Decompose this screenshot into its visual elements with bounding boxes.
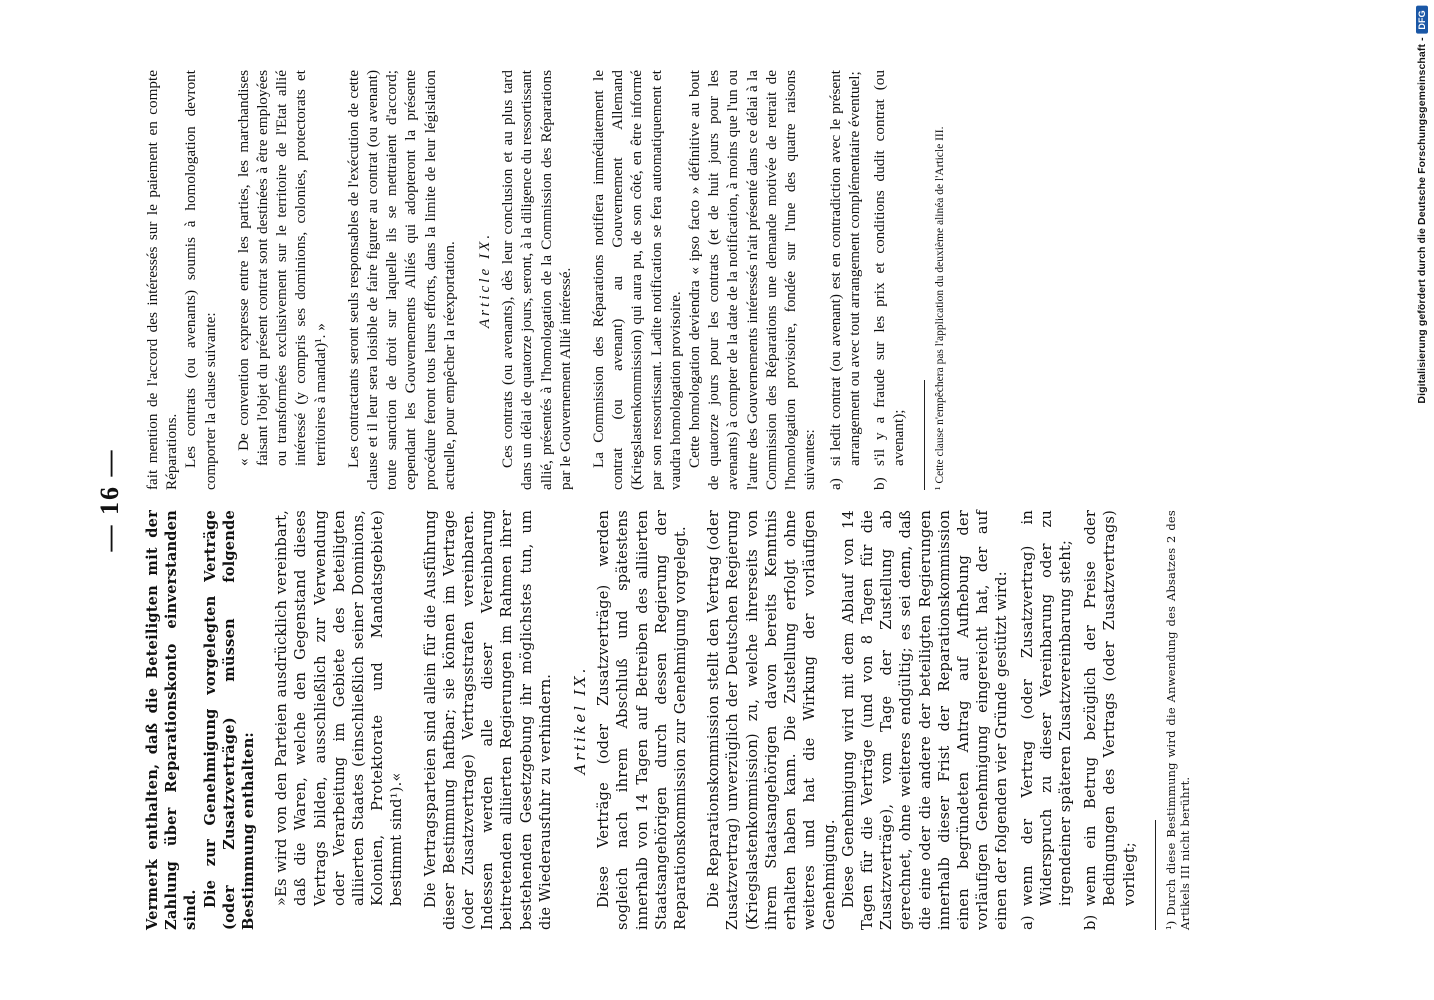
german-quote-clause: »Es wird von den Parteien ausdrücklich vereinbart, daß die Waren, welche den Gegenstand dieses Vertrags bilden, ausschließlich zur Verwendung oder Verarbeitung im Gebiete des beteiligten alliierten Staates (einschließlich seiner Dominions, Kolonien, Protektorate und Mandatsgebiete) bestimmt sind¹).« bbox=[273, 510, 406, 906]
french-paragraph: Cette homologation deviendra « ipso facto » définitive au bout de quatorze jours pour les contrats (et de huit jours pour les avenants) à compter de la date de la notification, à moins que l'un ou l'autre des Gouvernements intéressés n'ait présenté dans ce délai à la Commission des Réparations une demande motivée de retrait de l'homologation provisoire, fondée sur l'une des quatre raisons suivantes: bbox=[686, 70, 819, 490]
french-column bbox=[143, 70, 947, 490]
digitisation-credit bbox=[1416, 6, 1428, 404]
page-number: — 16 — bbox=[95, 448, 124, 552]
french-article-heading: Article IX. bbox=[476, 231, 494, 329]
german-paragraph: Die Reparationskommission stellt den Vertrag (oder Zusatzvertrag) unverzüglich der Deutschen Regierung (Kriegslastenkommission) zu, welche ihrerseits von ihrem Staatsangehörigen davon bereits Kenntnis erhalten haben kann. Die Zustellung erfolgt ohne weiteres und hat die Wirkung der vorläufigen Genehmigung. bbox=[705, 510, 838, 930]
french-paragraph: Ces contrats (ou avenants), dès leur conclusion et au plus tard dans un délai de quatorze jours, seront, à la diligence du ressortissant allié, présentés à l'homologation de la Commission des Réparations par le Gouvernement Allié intéressé. bbox=[499, 70, 574, 490]
french-list-item bbox=[826, 70, 864, 490]
list-marker: a) bbox=[826, 478, 844, 490]
german-list-item bbox=[1081, 510, 1139, 930]
german-paragraph: Die Vertragsparteien sind allein für die Ausführung dieser Bestimmung haftbar; sie können im Vertrage (oder Zusatzvertrage) Vertragsstrafen vereinbaren. Indessen werden alle dieser Vereinbarung beitretenden alliierten Regierungen im Rahmen ihrer bestehenden Gesetzgebung ihr möglichstes tun, um die Wiederausfuhr zu verhindern. bbox=[421, 510, 554, 930]
document-sheet bbox=[95, 70, 1315, 930]
french-footnote: ¹ Cette clause n'empêchera pas l'application du deuxième alinéa de l'Article III. bbox=[934, 126, 947, 490]
german-article-heading: Artikel IX. bbox=[572, 665, 590, 775]
list-text: si ledit contrat (ou avenant) est en contradiction avec le présent arrangement ou avec tout arrangement complémentaire éventuel; bbox=[826, 70, 863, 466]
german-paragraph: Diese Verträge (oder Zusatzverträge) werden sogleich nach ihrem Abschluß und spätestens innerhalb von 14 Tagen auf Betreiben des alliierten Staatsangehörigen durch dessen Regierung der Reparationskommission zur Genehmigung vorgelegt. bbox=[595, 510, 690, 930]
french-quote-clause: « De convention expresse entre les parties, les marchandises faisant l'objet du présent contrat sont destinées à être employées ou transformées exclusivement sur le territoire de l'Etat allié intéressé (y compris ses dominions, colonies, protectorats et territoires à mandat)¹. » bbox=[234, 70, 329, 466]
list-marker: a) bbox=[1018, 915, 1036, 930]
footnote-divider bbox=[1155, 820, 1156, 930]
german-footnote: ¹) Durch diese Bestimmung wird die Anwendung des Absatzes 2 des Artikels III nicht berührt. bbox=[1163, 510, 1192, 930]
german-paragraph: Vermerk enthalten, daß die Beteiligten mit der Zahlung über Reparationskonto einverstanden sind. bbox=[144, 510, 200, 930]
list-marker: b) bbox=[870, 477, 888, 490]
footnote-divider bbox=[924, 380, 925, 490]
french-paragraph: Les contrats (ou avenants) soumis à homologation devront comporter la clause suivante: bbox=[182, 70, 219, 490]
german-column bbox=[143, 510, 1192, 930]
german-paragraph: Diese Genehmigung wird mit dem Ablauf von 14 Tagen für die Verträge (und von 8 Tagen für die Zusatzverträge), vom Tage der Zustellung ab gerechnet, ohne weiteres endgültig; es sei denn, daß die eine oder die andere der beteiligten Regierungen innerhalb dieser Frist der Reparationskommission einen begründeten Antrag auf Aufhebung der vorläufigen Genehmigung eingereicht hat, der auf einen der folgenden vier Gründe gestützt wird: bbox=[839, 510, 1011, 930]
credit-text: Digitalisierung gefördert durch die Deutsche Forschungsgemeinschaft - bbox=[1416, 37, 1428, 404]
dfg-logo-badge: DFG bbox=[1416, 6, 1428, 33]
french-list-item bbox=[870, 70, 908, 490]
list-text: wenn ein Betrug bezüglich der Preise oder Bedingungen des Vertrags (oder Zusatzvertrags) vorliegt; bbox=[1082, 510, 1138, 906]
german-list-item bbox=[1018, 510, 1076, 930]
list-text: s'il y a fraude sur les prix et conditions dudit contrat (ou avenant); bbox=[870, 70, 908, 466]
list-marker: b) bbox=[1082, 914, 1100, 930]
french-paragraph: fait mention de l'accord des intéressés sur le paiement en compte Réparations. bbox=[144, 70, 181, 490]
french-paragraph: La Commission des Réparations notifiera immédiatement le contrat (ou avenant) au Gouvernement Allemand (Kriegslastenkommission) qui aura pu, de son côté, en être informé par son ressortissant. Ladite notification se fera automatiquement et vaudra homologation provisoire. bbox=[590, 70, 684, 490]
german-paragraph: Die zur Genehmigung vorgelegten Verträge (oder Zusatzverträge) müssen folgende Bestimmung enthalten: bbox=[201, 510, 258, 930]
french-paragraph: Les contractants seront seuls responsables de l'exécution de cette clause et il leur sera loisible de faire figurer au contrat (ou avenant) toute sanction de droit sur laquelle ils se mettraient d'accord; cependant les Gouvernements Alliés qui adopteront la présente procédure feront tous leurs efforts, dans la limite de leur législation actuelle, pour empêcher la réexportation. bbox=[344, 70, 458, 490]
list-text: wenn der Vertrag (oder Zusatzvertrag) in Widerspruch zu dieser Vereinbarung oder zu irgendeiner späteren Zusatzvereinbarung steht; bbox=[1018, 510, 1074, 906]
